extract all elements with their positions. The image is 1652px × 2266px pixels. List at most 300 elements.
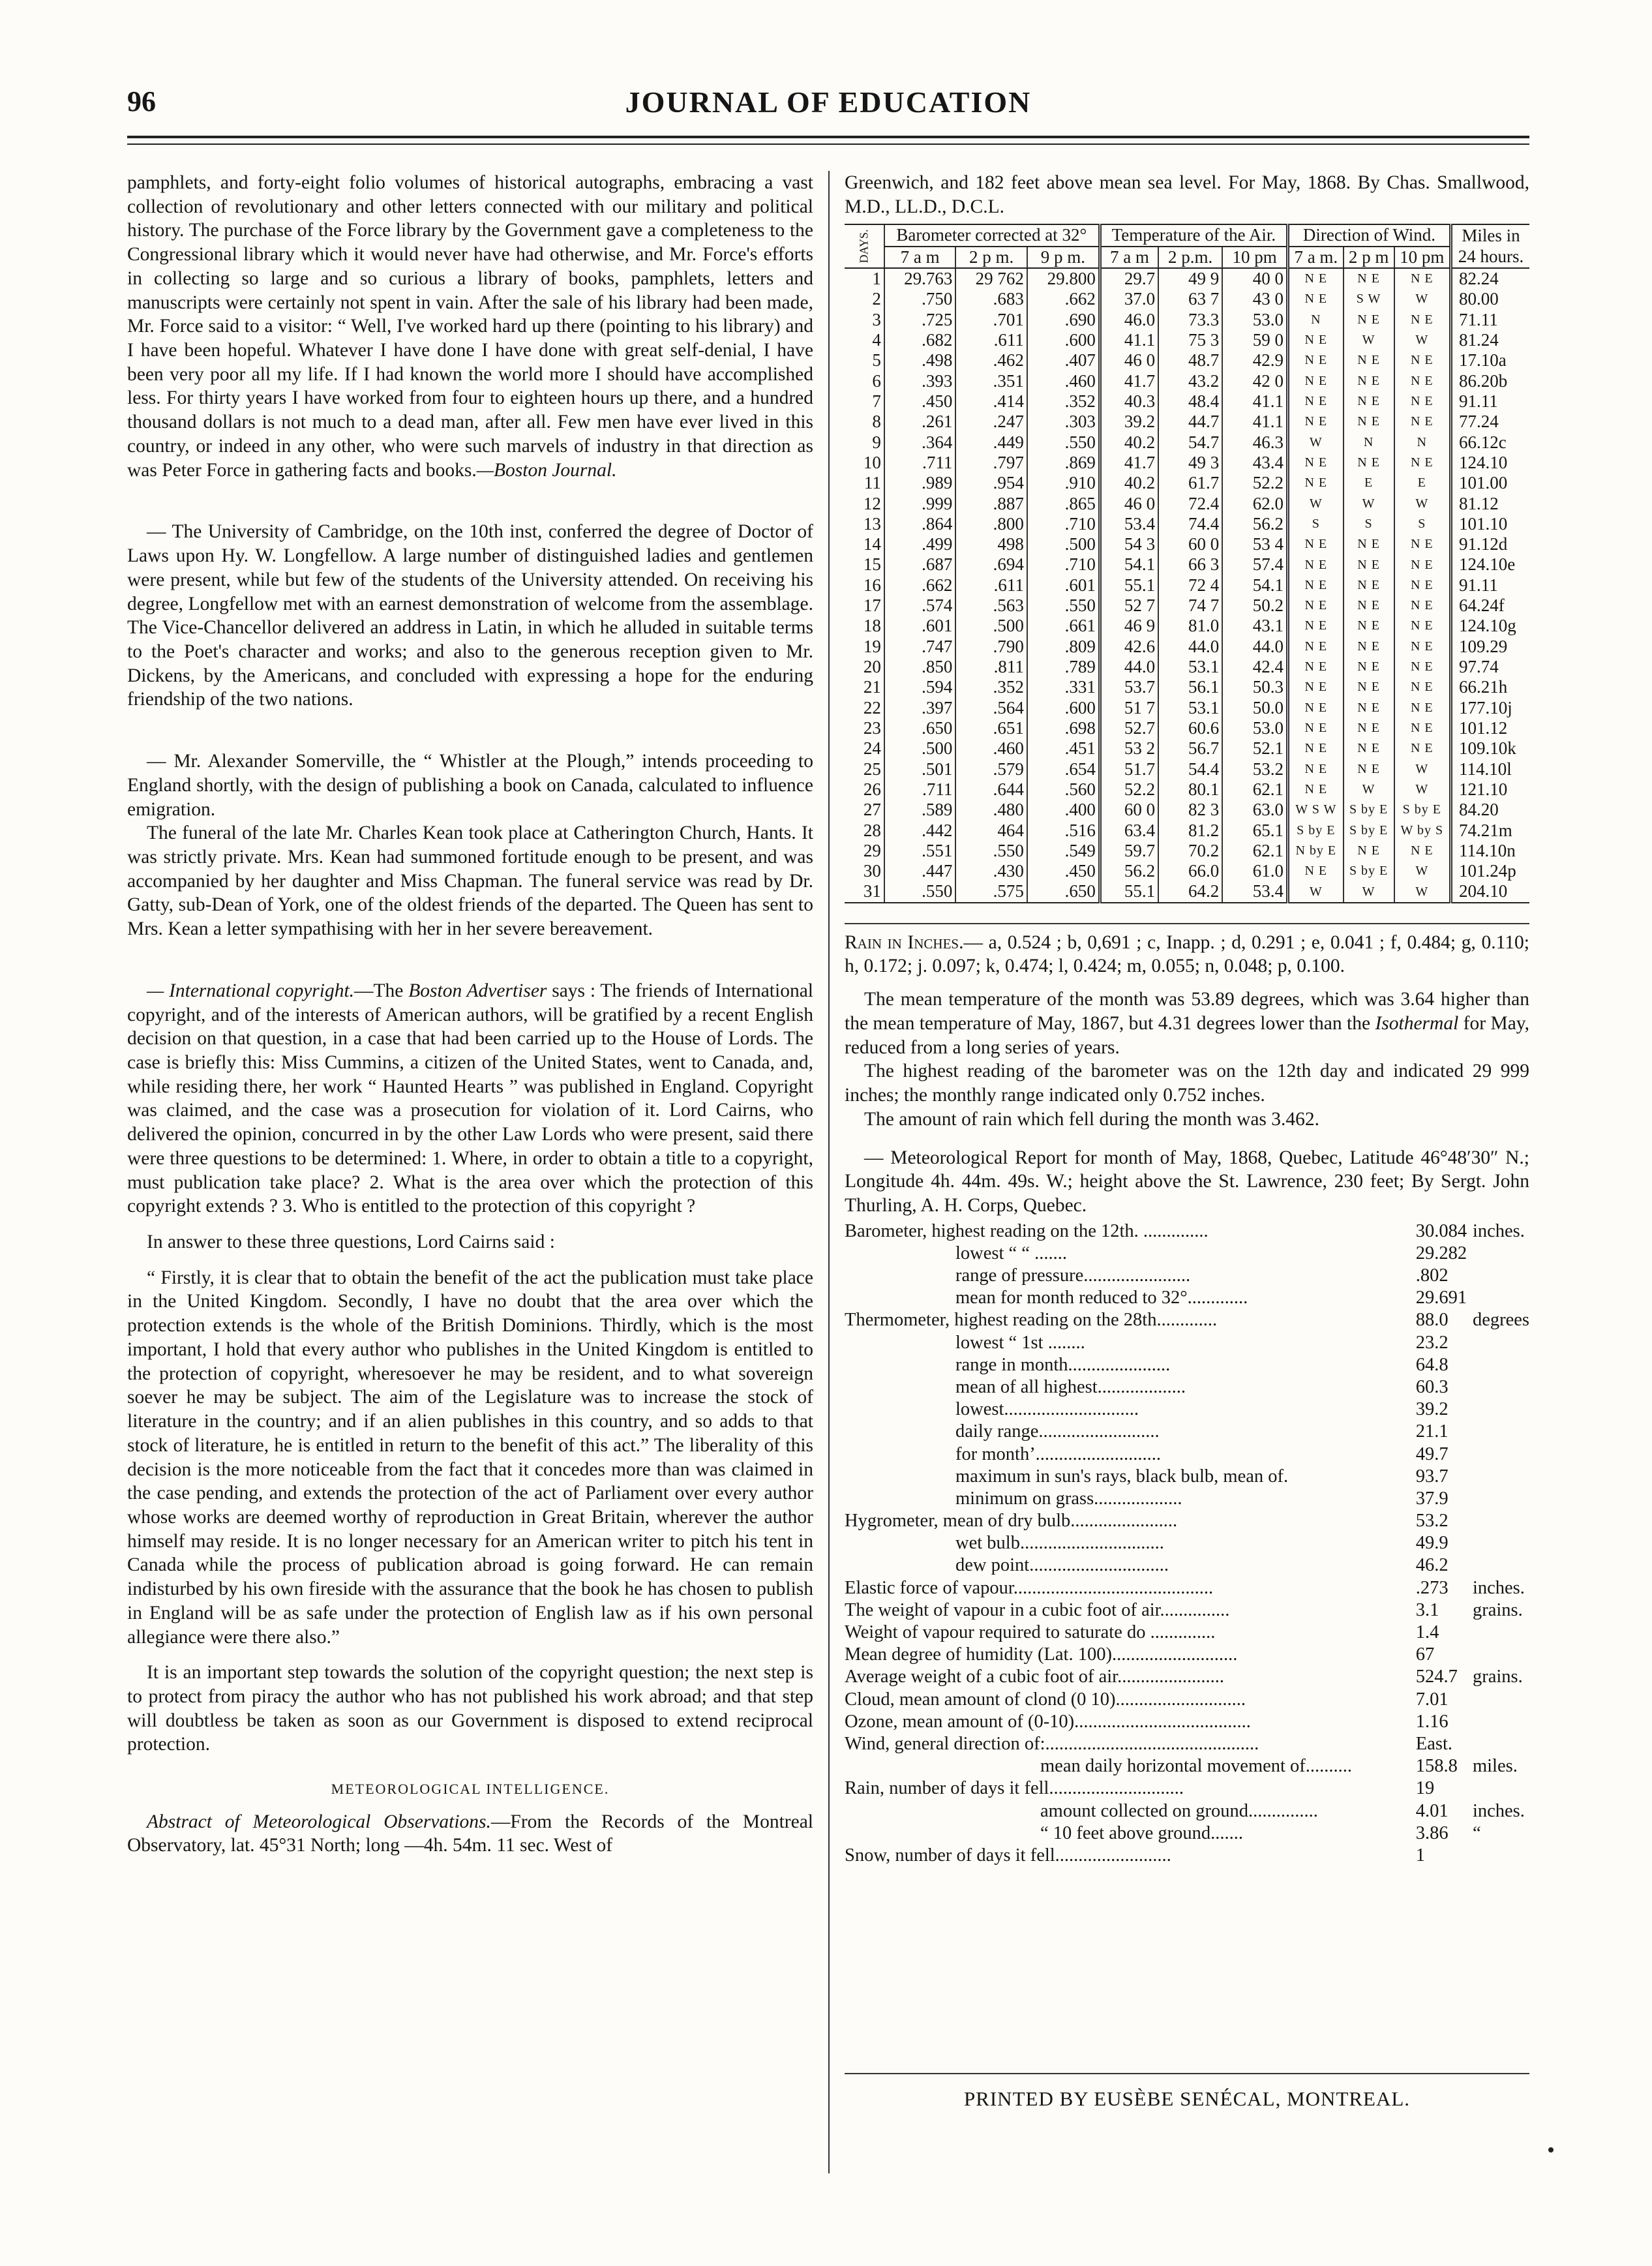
table-cell: 63.4	[1100, 821, 1158, 841]
table-cell: .247	[955, 412, 1027, 432]
report-value: 3.86	[1415, 1822, 1449, 1843]
force-library-paragraph: pamphlets, and forty-eight folio volumes of historical autographs, embracing a vast collection of revolutionary and other letters connected with our military and political history. The purchase of the Force library by the Government gave a completeness to the Congressional library which it would never have had otherwise, and Mr. Force's efforts in collecting so large and so curious a library of books, pamphlets, letters and manuscripts were certainly not spent in vain. After the sale of his library had been made, Mr. Force said to a visitor: “ Well, I've worked hard up there (pointing to his library) and I have been hopeful. Whatever I have done I have done with great self-denial, I have been very poor all my life. If I had known the world more I should have accomplished less. For thirty years I have worked from four to eighteen hours up there, and a hundred thousand dollars is not much to a dead man, after all. Few men have ever lived in this country, or indeed in any other, who were such marvels of industry in that direction as was Peter Force in gathering facts and books.—Boston Journal.	[127, 172, 813, 481]
table-cell: .654	[1027, 759, 1100, 779]
table-cell: N E	[1344, 637, 1394, 657]
table-cell: 81.12	[1451, 494, 1530, 514]
report-unit	[1473, 1243, 1529, 1265]
table-cell: .725	[884, 310, 956, 330]
report-label: The weight of vapour in a cubic foot of air...............	[845, 1599, 1230, 1620]
table-cell: .564	[955, 698, 1027, 718]
table-cell: .303	[1027, 412, 1100, 432]
table-cell: .789	[1027, 657, 1100, 677]
table-cell: 82 3	[1158, 800, 1222, 820]
table-cell: .498	[884, 350, 956, 370]
table-cell: 66.0	[1158, 861, 1222, 881]
report-label: Mean degree of humidity (Lat. 100)...........................	[845, 1644, 1238, 1665]
table-cell: 53.2	[1222, 759, 1287, 779]
day-cell: 23	[863, 718, 881, 738]
table-cell: .811	[955, 657, 1027, 677]
table-cell: 74.4	[1158, 514, 1222, 534]
table-cell: N E	[1394, 534, 1451, 554]
table-cell: N E	[1287, 759, 1343, 779]
table-cell: W	[1394, 330, 1451, 350]
table-cell: 52.2	[1100, 779, 1158, 800]
day-cell: 9	[872, 432, 881, 452]
table-cell: .549	[1027, 841, 1100, 861]
table-cell: W by S	[1394, 821, 1451, 841]
page-header	[127, 77, 1529, 129]
table-cell: 55.1	[1100, 881, 1158, 902]
report-label: Ozone, mean amount of (0-10)......................................	[845, 1711, 1251, 1732]
day-cell: 25	[863, 759, 881, 779]
report-row	[845, 1554, 1529, 1577]
table-cell: W	[1394, 759, 1451, 779]
report-value: .273	[1415, 1577, 1449, 1598]
report-unit	[1473, 1354, 1529, 1376]
table-row	[845, 616, 1529, 636]
table-cell: .865	[1027, 494, 1100, 514]
day-cell: 1	[872, 269, 881, 289]
day-cell: 11	[864, 473, 881, 493]
table-cell: N E	[1344, 738, 1394, 759]
table-cell: .352	[955, 677, 1027, 697]
rain-note: Rain in Inches.— a, 0.524 ; b, 0,691 ; c, Inapp. ; d, 0.291 ; e, 0.041 ; f, 0.484; g, 0.110; h, 0.172; j. 0.097; k, 0.474; l, 0.424; m, 0.055; n, 0.048; p, 0.100.	[845, 923, 1529, 978]
table-cell: N E	[1344, 596, 1394, 616]
report-label: mean daily horizontal movement of..........	[1040, 1756, 1353, 1777]
table-cell: 66.12c	[1451, 432, 1530, 453]
table-cell: 109.29	[1451, 637, 1530, 657]
report-label: range of pressure.......................	[955, 1265, 1191, 1286]
table-cell: 53.1	[1158, 657, 1222, 677]
table-cell: .516	[1027, 821, 1100, 841]
day-cell: 7	[872, 391, 881, 411]
table-cell: 91.11	[1451, 391, 1530, 412]
table-cell: N E	[1344, 391, 1394, 412]
table-cell: 50.0	[1222, 698, 1287, 718]
table-cell: .662	[1027, 289, 1100, 309]
report-label: Thermometer, highest reading on the 28th.............	[845, 1310, 1218, 1331]
table-cell: N E	[1394, 637, 1451, 657]
table-cell: N E	[1344, 534, 1394, 554]
table-row	[845, 330, 1529, 350]
report-row	[845, 1265, 1529, 1287]
table-cell: N E	[1394, 616, 1451, 636]
table-cell: N E	[1394, 310, 1451, 330]
table-cell: .447	[884, 861, 956, 881]
copyright-conclusion: It is an important step towards the solution of the copyright question; the next step is to protect from piracy the author who has not published his work abroad; and that step will doubtless be taken as soon as our Government is disposed to extend reciprocal protection.	[127, 1662, 813, 1755]
table-cell: 97.74	[1451, 657, 1530, 677]
table-cell: N E	[1344, 677, 1394, 697]
report-unit: grains.	[1472, 1667, 1523, 1687]
table-cell: 41.7	[1100, 453, 1158, 473]
printer-imprint: PRINTED BY EUSÈBE SENÉCAL, MONTREAL.	[963, 2087, 1411, 2110]
table-cell: .550	[955, 841, 1027, 861]
table-cell: N E	[1287, 861, 1343, 881]
table-cell: .451	[1027, 738, 1100, 759]
table-cell: E	[1394, 473, 1451, 493]
table-cell: S	[1394, 514, 1451, 534]
report-unit	[1473, 1398, 1529, 1421]
table-cell: .694	[955, 554, 1027, 575]
source-credit: —Boston Journal.	[476, 459, 617, 481]
footer-rule	[845, 2073, 1529, 2074]
table-cell: 43.4	[1222, 453, 1287, 473]
report-row	[845, 1666, 1529, 1688]
table-cell: N E	[1394, 371, 1451, 391]
table-cell: .750	[884, 289, 956, 309]
report-value: 37.9	[1415, 1488, 1449, 1509]
report-row	[845, 1733, 1529, 1755]
table-cell: .601	[884, 616, 956, 636]
table-row	[845, 657, 1529, 677]
report-unit	[1473, 1443, 1529, 1466]
table-cell: N E	[1394, 412, 1451, 432]
header-rule	[127, 136, 1529, 138]
table-row	[845, 371, 1529, 391]
day-cell: 31	[845, 881, 884, 902]
table-cell: 101.24p	[1451, 861, 1530, 881]
table-cell: 40 0	[1222, 268, 1287, 289]
table-cell: W	[1287, 881, 1343, 902]
table-row	[845, 759, 1529, 779]
report-value: 30.084	[1415, 1220, 1467, 1241]
col-header: 10 pm	[1222, 247, 1287, 268]
somerville-paragraph: — Mr. Alexander Somerville, the “ Whistler at the Plough,” intends proceeding to England shortly, with the design of publishing a book on Canada, calculated to influence emigration.	[127, 751, 813, 820]
table-cell: S	[1344, 514, 1394, 534]
table-cell: 54.1	[1222, 575, 1287, 596]
col-header: 7 a m	[884, 247, 956, 268]
report-value: 29.691	[1415, 1288, 1467, 1308]
table-cell: 53.4	[1222, 881, 1287, 902]
table-cell: .887	[955, 494, 1027, 514]
table-cell: N E	[1287, 268, 1343, 289]
report-row	[845, 1622, 1529, 1644]
report-row	[845, 1510, 1529, 1532]
table-cell: 44.0	[1158, 637, 1222, 657]
table-cell: 74.21m	[1451, 821, 1530, 841]
table-cell: .600	[1027, 330, 1100, 350]
report-unit	[1473, 1421, 1529, 1443]
report-unit	[1473, 1287, 1529, 1309]
table-cell: N E	[1344, 453, 1394, 473]
report-label: Wind, general direction of:..............................................	[845, 1733, 1259, 1754]
table-cell: 65.1	[1222, 821, 1287, 841]
table-cell: .864	[884, 514, 956, 534]
report-value: 1.16	[1415, 1711, 1449, 1732]
table-cell: 54.1	[1100, 554, 1158, 575]
table-cell: 81.0	[1158, 616, 1222, 636]
table-cell: 53 4	[1222, 534, 1287, 554]
table-cell: 53.7	[1100, 677, 1158, 697]
table-row	[845, 432, 1529, 453]
report-value: 1.4	[1415, 1622, 1439, 1643]
table-cell: 61.7	[1158, 473, 1222, 493]
table-cell: N E	[1344, 350, 1394, 370]
day-cell: 16	[863, 575, 881, 595]
day-cell: 2	[872, 289, 881, 309]
report-row	[845, 1755, 1529, 1777]
day-cell: 28	[863, 820, 881, 840]
table-cell: 49 3	[1158, 453, 1222, 473]
report-unit: “	[1472, 1822, 1481, 1843]
report-label: lowest “ 1st ........	[955, 1332, 1085, 1353]
report-row	[845, 1599, 1529, 1622]
table-cell: N E	[1394, 677, 1451, 697]
table-cell: 54.7	[1158, 432, 1222, 453]
report-value: 524.7	[1415, 1667, 1458, 1687]
table-cell: .710	[1027, 514, 1100, 534]
report-row	[845, 1287, 1529, 1309]
table-cell: 70.2	[1158, 841, 1222, 861]
table-row	[845, 554, 1529, 575]
days-header: DAYS.	[845, 224, 884, 268]
report-value: 93.7	[1415, 1466, 1449, 1487]
table-cell: 62.1	[1222, 779, 1287, 800]
table-cell: N E	[1394, 738, 1451, 759]
table-cell: .999	[884, 494, 956, 514]
table-cell: N E	[1287, 575, 1343, 596]
report-row	[845, 1689, 1529, 1711]
quebec-report-intro: — Meteorological Report for month of May, 1868, Quebec, Latitude 46°48′30″ N.; Longitude 4h. 44m. 49s. W.; height above the St. Lawrence, 230 feet; By Sergt. John Thurling, A. H. Corps, Quebec.	[845, 1147, 1529, 1216]
table-cell: .698	[1027, 718, 1100, 738]
table-cell: .869	[1027, 453, 1100, 473]
table-cell: 54 3	[1100, 534, 1158, 554]
report-unit: inches.	[1472, 1800, 1525, 1821]
table-cell: N E	[1287, 391, 1343, 412]
table-cell: .397	[884, 698, 956, 718]
table-cell: 41.1	[1100, 330, 1158, 350]
table-cell: 62.0	[1222, 494, 1287, 514]
table-cell: 50.2	[1222, 596, 1287, 616]
report-unit: inches.	[1472, 1577, 1525, 1598]
table-cell: 114.10n	[1451, 841, 1530, 861]
table-cell: .501	[884, 759, 956, 779]
table-cell: .682	[884, 330, 956, 350]
table-cell: .499	[884, 534, 956, 554]
table-cell: .563	[955, 596, 1027, 616]
kean-funeral-paragraph: The funeral of the late Mr. Charles Kean took place at Catherington Church, Hants. It was strictly private. Mrs. Kean had summoned fortitude enough to be present, and was accompanied by her daughter and Miss Chapman. The funeral service was read by Dr. Gatty, sub-Dean of York, one of the oldest friends of the departed. The Queen has sent to Mrs. Kean a letter sympathising with her in her severe bereavement.	[127, 823, 813, 940]
table-cell: 64.24f	[1451, 596, 1530, 616]
table-cell: N E	[1344, 759, 1394, 779]
table-cell: N E	[1394, 657, 1451, 677]
table-cell: .550	[1027, 596, 1100, 616]
table-cell: 53.0	[1222, 310, 1287, 330]
table-cell: .594	[884, 677, 956, 697]
table-row	[845, 738, 1529, 759]
longfellow-paragraph: — The University of Cambridge, on the 10th inst, conferred the degree of Doctor of Laws upon Hy. W. Longfellow. A large number of distinguished ladies and gentlemen were present, while but few of the students of the University attended. On receiving his degree, Longfellow met with an earnest demonstration of welcome from the assemblage. The Vice-Chancellor delivered an address in Latin, in which he alluded in suitable terms to the Poet's character and works; and also to the generous reception given to Mr. Dickens, by the Americans, and concluded with expressing a hope for the enduring friendship of the two nations.	[127, 521, 813, 710]
report-row	[845, 1777, 1529, 1800]
table-cell: 44.0	[1222, 637, 1287, 657]
meteorological-table	[845, 224, 1529, 903]
table-cell: 60 0	[1100, 800, 1158, 820]
table-cell: .550	[884, 881, 956, 902]
report-value: 60.3	[1415, 1376, 1449, 1397]
report-label: Rain, number of days it fell.............................	[845, 1778, 1184, 1799]
table-cell: .644	[955, 779, 1027, 800]
table-cell: 43 0	[1222, 289, 1287, 309]
rain-amount-note: The amount of rain which fell during the month was 3.462.	[864, 1108, 1320, 1130]
cairns-quote: “ Firstly, it is clear that to obtain the benefit of the act the publication must take place in the United Kingdom. Secondly, I have no doubt that the area over which the protection extends is the whole of the British Dominions. Thirdly, which is the most important, I hold that every author who publishes in the United Kingdom is entitled to the protection of copyright, wheresoever he may be resident, and to what sovereign soever he may be subject. The aim of the Legislature was to increase the stock of literature in the country; and if an alien publishes in this country, and so adds to that stock of literature, he is entitled in return to the benefit of this act.” The liberality of this decision is the more noticeable from the fact that it concedes more than was claimed in the case pending, and extends the protection of the act of Parliament over every author whose works are deemed worthy of reproduction in Great Britain, wherever the author himself may reside. It is no longer necessary for an American writer to pitch his tent in Canada while the process of publication abroad is going forward. He can remain indisturbed by his own fireside with the assurance that the book he has chosen to publish in England will be as safe under the protection of English law as if his own personal allegiance were there also.”	[127, 1267, 813, 1648]
page-number: 96	[127, 85, 156, 117]
table-cell: 62.1	[1222, 841, 1287, 861]
table-cell: W	[1344, 779, 1394, 800]
table-cell: 66.21h	[1451, 677, 1530, 697]
table-cell: 52.2	[1222, 473, 1287, 493]
table-cell: N E	[1394, 350, 1451, 370]
table-cell: W	[1394, 779, 1451, 800]
report-label: Cloud, mean amount of clond (0 10)............................	[845, 1689, 1246, 1710]
table-cell: .790	[955, 637, 1027, 657]
table-cell: W	[1344, 330, 1394, 350]
report-label: lowest “ “ .......	[955, 1243, 1067, 1263]
temperature-header: Temperature of the Air.	[1100, 224, 1287, 246]
table-cell: .574	[884, 596, 956, 616]
table-cell: 63 7	[1158, 289, 1222, 309]
table-cell: 50.3	[1222, 677, 1287, 697]
table-row	[845, 575, 1529, 596]
table-cell: .393	[884, 371, 956, 391]
table-cell: 75 3	[1158, 330, 1222, 350]
miles-header: Miles in 24 hours.	[1451, 224, 1530, 268]
report-label: daily range..........................	[955, 1421, 1160, 1442]
table-cell: N E	[1394, 596, 1451, 616]
day-cell: 19	[863, 636, 881, 656]
report-row	[845, 1822, 1529, 1845]
table-cell: 74 7	[1158, 596, 1222, 616]
table-row	[845, 841, 1529, 861]
report-value: 49.7	[1415, 1443, 1449, 1464]
table-cell: 61.0	[1222, 861, 1287, 881]
col-header: 10 pm	[1394, 247, 1451, 268]
day-cell: 30	[863, 861, 881, 881]
table-cell: .449	[955, 432, 1027, 453]
table-cell: 101.00	[1451, 473, 1530, 493]
table-cell: 124.10g	[1451, 616, 1530, 636]
table-cell: N E	[1344, 371, 1394, 391]
table-cell: 43.2	[1158, 371, 1222, 391]
table-cell: N E	[1287, 412, 1343, 432]
report-unit	[1473, 1711, 1529, 1733]
table-cell: 109.10k	[1451, 738, 1530, 759]
report-unit: inches.	[1472, 1220, 1525, 1241]
report-value: 67	[1415, 1644, 1435, 1665]
table-cell: .611	[955, 330, 1027, 350]
table-cell: 464	[955, 821, 1027, 841]
table-cell: N E	[1287, 289, 1343, 309]
table-cell: 55.1	[1100, 575, 1158, 596]
table-cell: N E	[1287, 677, 1343, 697]
report-row	[845, 1845, 1529, 1867]
report-label: for month’...........................	[955, 1443, 1162, 1464]
table-cell: 53.4	[1100, 514, 1158, 534]
table-cell: .331	[1027, 677, 1100, 697]
table-cell: .442	[884, 821, 956, 841]
table-cell: 114.10l	[1451, 759, 1530, 779]
table-cell: .850	[884, 657, 956, 677]
section-heading: METEOROLOGICAL INTELLIGENCE.	[331, 1781, 610, 1798]
table-cell: 53.1	[1158, 698, 1222, 718]
mean-temperature-note: The mean temperature of the month was 53.89 degrees, which was 3.64 higher than the mean temperature of May, 1867, but 4.31 degrees lower than the Isothermal for May, reduced from a long series of years.	[845, 989, 1529, 1058]
table-cell: N	[1344, 432, 1394, 453]
report-value: .802	[1415, 1265, 1449, 1286]
table-cell: S by E	[1394, 800, 1451, 820]
table-cell: N E	[1287, 473, 1343, 493]
table-cell: S	[1287, 514, 1343, 534]
report-value: East.	[1415, 1733, 1452, 1754]
table-row	[845, 637, 1529, 657]
report-unit: degrees	[1472, 1310, 1529, 1331]
table-cell: W	[1394, 881, 1451, 902]
day-cell: 12	[863, 493, 881, 513]
report-unit	[1473, 1376, 1529, 1398]
table-cell: .400	[1027, 800, 1100, 820]
table-cell: 52.7	[1100, 718, 1158, 738]
running-title: JOURNAL OF EDUCATION	[625, 85, 1032, 119]
col-header: 7 a m.	[1287, 247, 1343, 268]
table-cell: .690	[1027, 310, 1100, 330]
report-unit: miles.	[1472, 1756, 1518, 1777]
table-cell: 53 2	[1100, 738, 1158, 759]
table-cell: S by E	[1344, 800, 1394, 820]
day-cell: 14	[863, 534, 881, 554]
table-cell: N E	[1394, 575, 1451, 596]
report-unit	[1473, 1510, 1529, 1532]
table-cell: N E	[1344, 698, 1394, 718]
table-cell: .989	[884, 473, 956, 493]
table-cell: .687	[884, 554, 956, 575]
table-cell: 42 0	[1222, 371, 1287, 391]
table-cell: W	[1394, 861, 1451, 881]
report-value: 4.01	[1415, 1800, 1449, 1821]
table-cell: 52.1	[1222, 738, 1287, 759]
report-unit	[1473, 1265, 1529, 1287]
table-cell: N E	[1344, 575, 1394, 596]
report-value: 49.9	[1415, 1533, 1449, 1554]
report-unit	[1473, 1845, 1529, 1867]
col-header: 7 a m	[1100, 247, 1158, 268]
table-cell: N E	[1287, 698, 1343, 718]
table-cell: 64.2	[1158, 881, 1222, 902]
table-cell: .797	[955, 453, 1027, 473]
day-cell: 27	[863, 800, 881, 820]
table-cell: N E	[1287, 371, 1343, 391]
table-cell: .500	[955, 616, 1027, 636]
table-cell: 40.3	[1100, 391, 1158, 412]
table-cell: 48.7	[1158, 350, 1222, 370]
report-row	[845, 1488, 1529, 1510]
report-row	[845, 1332, 1529, 1354]
column-divider	[828, 171, 830, 2173]
day-cell: 20	[863, 657, 881, 676]
report-value: 23.2	[1415, 1332, 1449, 1353]
table-cell: S by E	[1344, 861, 1394, 881]
report-label: minimum on grass...................	[955, 1488, 1182, 1509]
table-cell: 43.1	[1222, 616, 1287, 636]
table-cell: 81.24	[1451, 330, 1530, 350]
report-label: Average weight of a cubic foot of air.......................	[845, 1667, 1224, 1687]
table-cell: 46 0	[1100, 350, 1158, 370]
left-column	[127, 171, 813, 1858]
report-value: 3.1	[1415, 1599, 1439, 1620]
table-row	[845, 350, 1529, 370]
table-cell: W	[1394, 289, 1451, 309]
table-cell: 121.10	[1451, 779, 1530, 800]
report-label: “ 10 feet above ground.......	[1040, 1822, 1244, 1843]
table-cell: N E	[1344, 310, 1394, 330]
report-unit	[1473, 1488, 1529, 1510]
table-cell: N	[1394, 432, 1451, 453]
table-cell: 46 9	[1100, 616, 1158, 636]
